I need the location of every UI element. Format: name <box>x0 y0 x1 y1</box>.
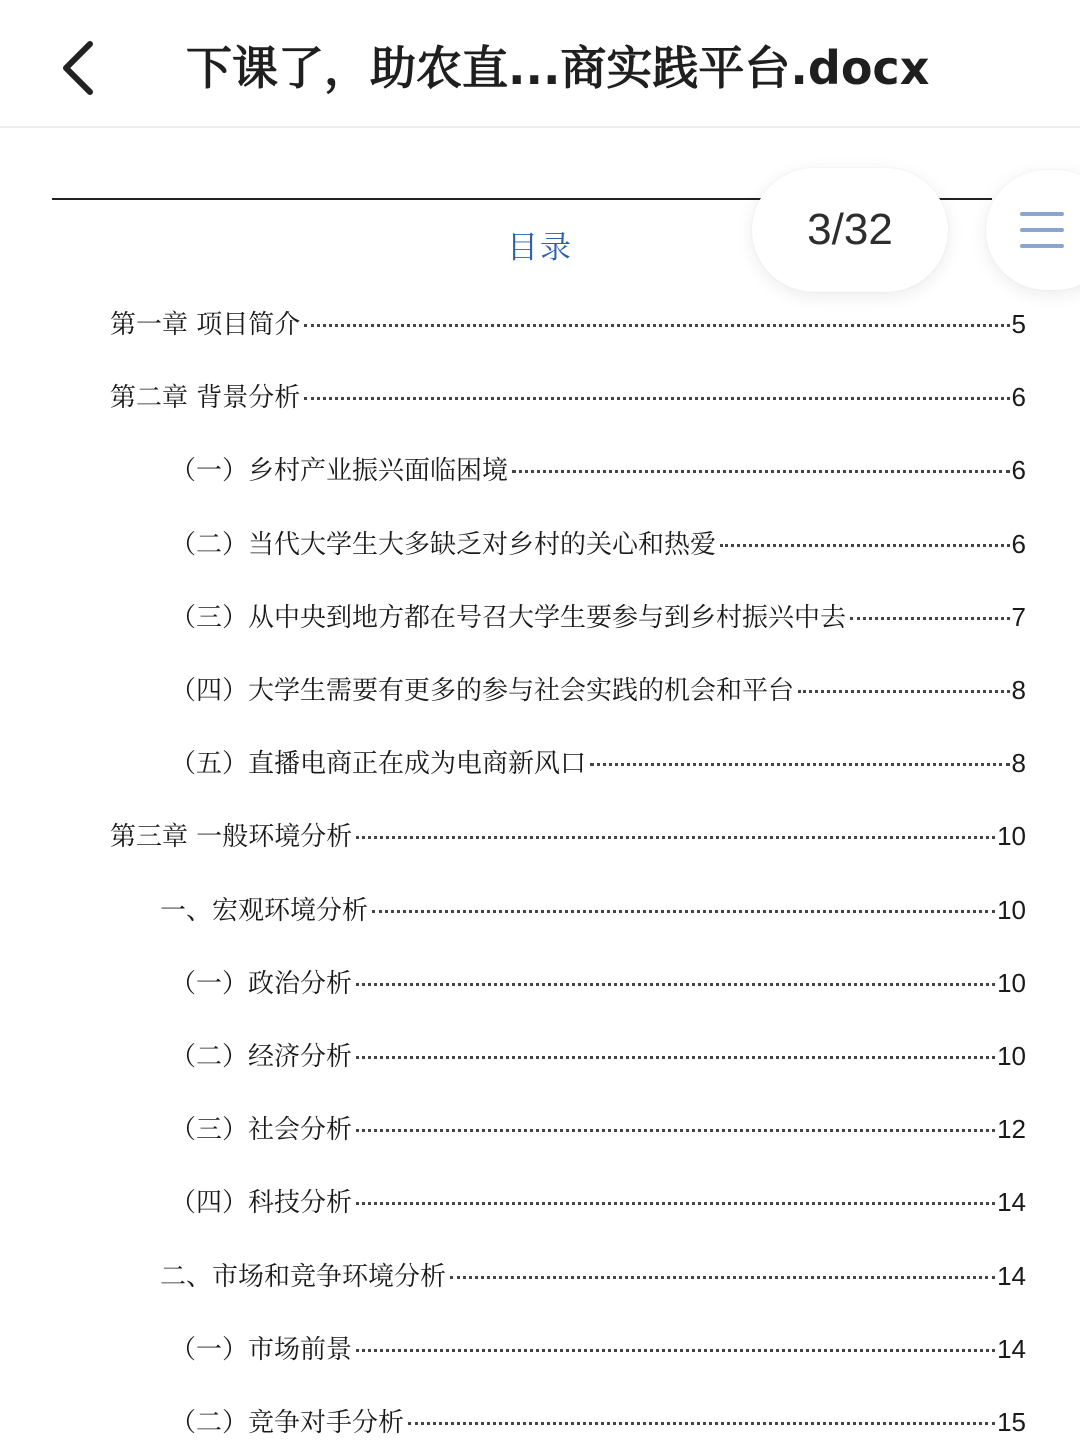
toc-leader-dots <box>304 397 1009 400</box>
toc-entry-label: （二）经济分析 <box>170 1042 353 1072</box>
toc-entry-page: 10 <box>997 1041 1026 1071</box>
chevron-left-icon <box>48 30 112 106</box>
toc-leader-dots <box>720 544 1010 547</box>
toc-entry-page: 10 <box>997 968 1026 998</box>
toc-leader-dots <box>512 470 1010 473</box>
toc-entry[interactable] <box>170 448 1026 492</box>
toc-entry-label: 第三章 一般环境分析 <box>110 822 353 852</box>
toc-entry-label: （四）科技分析 <box>170 1188 353 1218</box>
toc-entry[interactable] <box>170 1180 1026 1224</box>
toc-leader-dots <box>356 1056 995 1059</box>
toc-entry-page: 6 <box>1011 382 1026 412</box>
toc-entry-label: 二、市场和竞争环境分析 <box>160 1262 447 1292</box>
toc-entry[interactable] <box>170 522 1026 566</box>
toc-entry[interactable] <box>170 961 1026 1005</box>
toc-entry[interactable] <box>170 595 1026 639</box>
toc-entry-page: 10 <box>997 895 1026 925</box>
toc-entry-page: 14 <box>997 1187 1026 1217</box>
toc-leader-dots <box>304 324 1009 327</box>
toc-leader-dots <box>356 836 995 839</box>
toc-leader-dots <box>590 763 1010 766</box>
document-title: 下课了，助农直...商实践平台.docx <box>186 41 930 95</box>
top-bar <box>0 0 1080 128</box>
toc-entry-label: 一、宏观环境分析 <box>160 896 369 926</box>
toc-leader-dots <box>356 1202 995 1205</box>
toc-entry-label: （二）当代大学生大多缺乏对乡村的关心和热爱 <box>170 530 717 560</box>
toc-entry-label: （二）竞争对手分析 <box>170 1408 405 1438</box>
toc-entry-page: 14 <box>997 1334 1026 1364</box>
toc-entry[interactable] <box>160 1254 1026 1298</box>
toc-entry[interactable] <box>170 1107 1026 1151</box>
toc-entry-label: （一）乡村产业振兴面临困境 <box>170 456 509 486</box>
toc-leader-dots <box>798 690 1010 693</box>
toc-entry-page: 8 <box>1011 748 1026 778</box>
toc-leader-dots <box>356 1129 995 1132</box>
toc-entry-page: 7 <box>1011 602 1026 632</box>
toc-entry[interactable] <box>170 741 1026 785</box>
toc-entry[interactable] <box>170 668 1026 712</box>
toc-entry-label: （一）政治分析 <box>170 969 353 999</box>
toc-entry[interactable] <box>170 1034 1026 1078</box>
toc-leader-dots <box>450 1276 995 1279</box>
toc-entry[interactable] <box>170 1400 1026 1440</box>
toc-entry-label: （五）直播电商正在成为电商新风口 <box>170 749 587 779</box>
toc-entry[interactable] <box>160 888 1026 932</box>
toc-entry-page: 6 <box>1011 529 1026 559</box>
toc-entry-label: （一）市场前景 <box>170 1335 353 1365</box>
toc-entry-page: 5 <box>1011 309 1026 339</box>
toc-leader-dots <box>356 983 995 986</box>
toc-entry-label: （四）大学生需要有更多的参与社会实践的机会和平台 <box>170 676 795 706</box>
toc-leader-dots <box>372 910 995 913</box>
back-button[interactable] <box>48 30 112 106</box>
toc-leader-dots <box>408 1422 995 1425</box>
toc-entry[interactable] <box>110 814 1026 858</box>
toc-entry[interactable] <box>170 1327 1026 1371</box>
toc-entry-page: 10 <box>997 821 1026 851</box>
list-menu-icon <box>1020 210 1064 250</box>
document-page[interactable] <box>0 130 1080 1440</box>
toc-entry-label: （三）社会分析 <box>170 1115 353 1145</box>
toc-entry-page: 14 <box>997 1261 1026 1291</box>
toc-entry-page: 15 <box>997 1407 1026 1437</box>
toc-leader-dots <box>850 617 1010 620</box>
toc-entry-page: 12 <box>997 1114 1026 1144</box>
toc-leader-dots <box>356 1349 995 1352</box>
toc-entry[interactable] <box>110 375 1026 419</box>
page-indicator[interactable]: 3/32 <box>752 168 948 292</box>
toc-entry-page: 8 <box>1011 675 1026 705</box>
toc-entry-label: （三）从中央到地方都在号召大学生要参与到乡村振兴中去 <box>170 603 847 633</box>
toc-entry[interactable] <box>110 302 1026 346</box>
toc-entry-label: 第二章 背景分析 <box>110 383 301 413</box>
toc-heading: 目录 <box>507 230 573 266</box>
toc-entry-label: 第一章 项目简介 <box>110 310 301 340</box>
toc-entry-page: 6 <box>1011 455 1026 485</box>
